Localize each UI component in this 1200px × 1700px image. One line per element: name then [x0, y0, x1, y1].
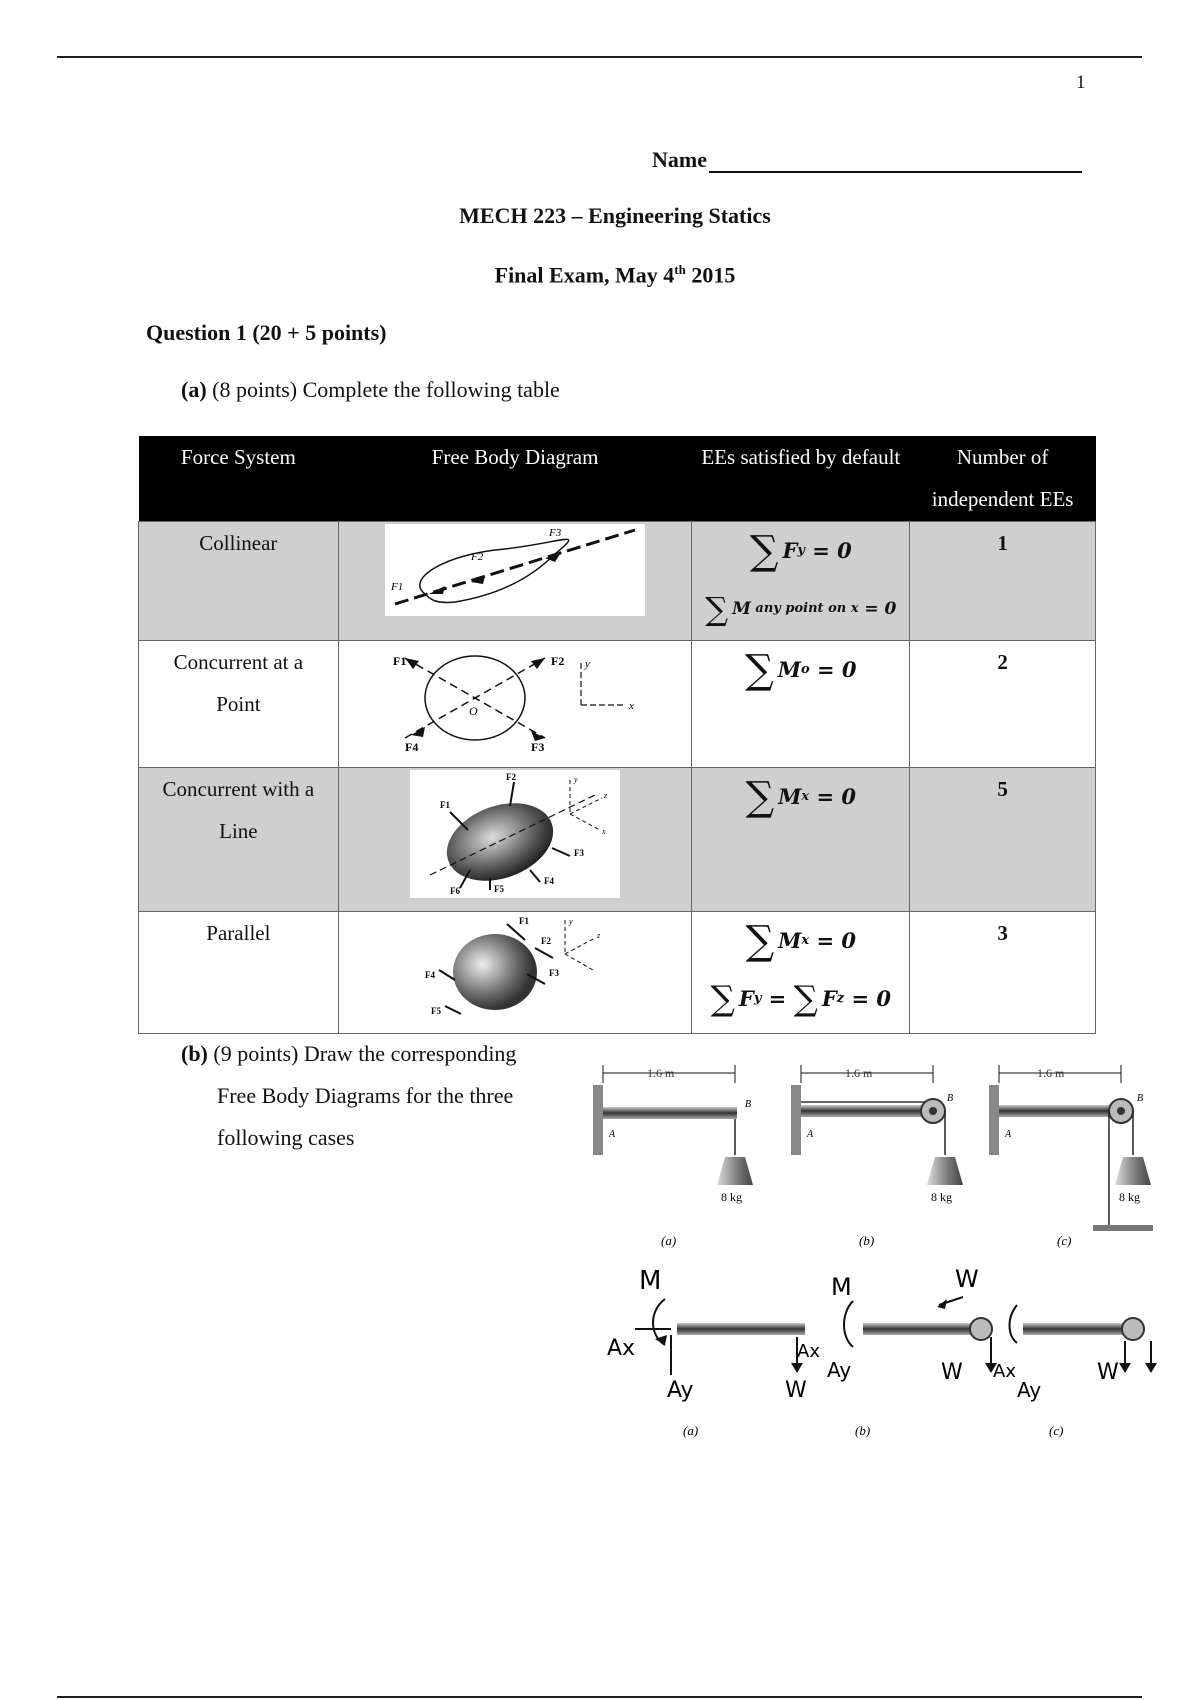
- concurrent-point-diagram: [385, 643, 645, 753]
- course-title: MECH 223 – Engineering Statics: [459, 203, 771, 228]
- eq-sum-fy: ∑ F y = 0: [749, 527, 852, 574]
- eq-sum-mx: ∑ M x = 0: [745, 773, 857, 820]
- ees-cell: [692, 521, 910, 640]
- moment-label-a: M: [639, 1266, 662, 1296]
- force-system-cell: Parallel: [139, 911, 339, 1033]
- w-label-c: W: [1097, 1360, 1119, 1385]
- label-f3: F3: [549, 967, 560, 978]
- part-b-label: (b): [181, 1041, 208, 1066]
- point-b-label-b: B: [947, 1093, 954, 1104]
- question-1b: [181, 1033, 561, 1159]
- ay-label-a: Ay: [667, 1378, 694, 1403]
- part-a-text: (8 points) Complete the following table: [206, 377, 560, 402]
- label-x: x: [629, 699, 634, 712]
- table-row: [139, 640, 1096, 767]
- label-y: y: [574, 774, 578, 784]
- fbd-cell: [338, 911, 692, 1033]
- table-row: [139, 521, 1096, 640]
- mass-label-c: 8 kg: [1119, 1190, 1140, 1204]
- dimension-label-b: 1.6 m: [845, 1066, 873, 1080]
- label-f2: F2: [506, 771, 517, 782]
- name-label: Name: [652, 147, 707, 172]
- count-cell: 3: [910, 911, 1096, 1033]
- label-f1: F1: [393, 653, 407, 668]
- label-f6: F6: [450, 885, 461, 896]
- label-y: y: [569, 916, 573, 926]
- label-f2: F2: [541, 935, 552, 946]
- ay-label-c: Ay: [1017, 1378, 1042, 1402]
- label-f3: F3: [574, 847, 585, 858]
- label-o: O: [469, 703, 478, 718]
- force-system-cell: Concurrent with a Line: [139, 767, 339, 911]
- ees-cell: [692, 767, 910, 911]
- table-row: [139, 911, 1096, 1033]
- exam-title-sup: th: [674, 262, 686, 277]
- ay-label-b: Ay: [827, 1358, 852, 1382]
- parallel-diagram: [415, 914, 615, 1024]
- label-f1: F1: [519, 915, 530, 926]
- dimension-label-a: 1.6 m: [647, 1066, 675, 1080]
- table-header-row: [139, 436, 1096, 521]
- label-z: z: [597, 930, 601, 940]
- fbd-caption-c: (c): [1049, 1423, 1064, 1438]
- label-f4: F4: [544, 875, 555, 886]
- point-a-label-b: A: [807, 1129, 814, 1140]
- caption-a: (a): [661, 1233, 677, 1248]
- case-b-figure: [791, 1065, 963, 1248]
- eq-sum-mo: ∑ M o = 0: [745, 646, 857, 693]
- label-x: x: [602, 826, 606, 836]
- exam-title-prefix: Final Exam, May 4: [494, 262, 675, 288]
- handwritten-fbd: [605, 1255, 1200, 1445]
- label-f1: F1: [391, 580, 404, 593]
- header-force-system: Force System: [139, 436, 339, 521]
- ax-label-c: Ax: [993, 1361, 1016, 1382]
- point-b-label-c: B: [1137, 1093, 1144, 1104]
- eq-sum-m-any: ∑ M any point on x = 0: [705, 589, 897, 628]
- case-c-figure: [989, 1065, 1153, 1248]
- label-f2: F2: [551, 653, 565, 668]
- label-f2: F2: [471, 550, 484, 563]
- ax-label-b: Ax: [797, 1341, 820, 1362]
- ees-cell: [692, 911, 910, 1033]
- ax-label-a: Ax: [607, 1336, 636, 1361]
- bottom-rule: [57, 1696, 1142, 1698]
- force-system-cell: Concurrent at a Point: [139, 640, 339, 767]
- fbd-cell: [338, 521, 692, 640]
- force-system-cell: Collinear: [139, 521, 339, 640]
- table-row: [139, 767, 1096, 911]
- label-f3: F3: [531, 739, 545, 753]
- dimension-label-c: 1.6 m: [1037, 1066, 1065, 1080]
- fbd-a: [607, 1266, 807, 1438]
- fbd-caption-b: (b): [855, 1423, 871, 1438]
- label-z: z: [604, 790, 608, 800]
- concurrent-line-diagram: [410, 770, 620, 898]
- exam-title-suffix: 2015: [685, 262, 736, 288]
- page-number: 1: [1076, 72, 1086, 93]
- label-f4: F4: [425, 969, 436, 980]
- collinear-diagram: [385, 524, 645, 616]
- w-label-a: W: [785, 1378, 807, 1403]
- count-cell: 1: [910, 521, 1096, 640]
- case-a-figure: [593, 1065, 753, 1248]
- ees-cell: [692, 640, 910, 767]
- question-1a: [181, 377, 560, 403]
- question-1-title: Question 1 (20 + 5 points): [146, 320, 387, 345]
- eq-sum-fy-fz: ∑ F y = ∑ F z = 0: [710, 978, 892, 1019]
- label-f3: F3: [549, 526, 562, 539]
- beam-cases-figure: [585, 1055, 1175, 1255]
- point-b-label-a: B: [745, 1099, 752, 1110]
- name-blank-line: [709, 147, 1082, 173]
- label-f1: F1: [440, 799, 451, 810]
- label-f5: F5: [431, 1005, 442, 1016]
- part-b-line3: following cases: [217, 1125, 355, 1150]
- fbd-cell: [338, 640, 692, 767]
- force-system-table: [138, 436, 1096, 1034]
- fbd-c: [993, 1305, 1157, 1438]
- exam-title: [0, 262, 1200, 288]
- fbd-b: [797, 1265, 997, 1438]
- part-b-line2: Free Body Diagrams for the three: [217, 1083, 514, 1108]
- point-a-label-c: A: [1005, 1129, 1012, 1140]
- fbd-caption-a: (a): [683, 1423, 699, 1438]
- name-field: [652, 147, 1082, 173]
- moment-label-b: M: [831, 1273, 852, 1301]
- w-label-b: W: [941, 1360, 963, 1385]
- label-f4: F4: [405, 739, 419, 753]
- part-b-line1: [181, 1041, 516, 1066]
- count-cell: 2: [910, 640, 1096, 767]
- mass-label-a: 8 kg: [721, 1190, 742, 1204]
- caption-c: (c): [1057, 1233, 1072, 1248]
- fbd-cell: [338, 767, 692, 911]
- label-y: y: [585, 657, 590, 670]
- header-independent-ees: Number of independent EEs: [910, 436, 1096, 521]
- mass-label-b: 8 kg: [931, 1190, 952, 1204]
- w-label-b-top: W: [955, 1265, 979, 1293]
- header-free-body-diagram: Free Body Diagram: [338, 436, 692, 521]
- part-a-label: (a): [181, 377, 207, 402]
- header-ees-default: EEs satisfied by default: [692, 436, 910, 521]
- part-b-line1-text: (9 points) Draw the corresponding: [207, 1041, 517, 1066]
- label-f5: F5: [494, 883, 505, 894]
- point-a-label-a: A: [609, 1129, 616, 1140]
- eq-sum-mx: ∑ M x = 0: [745, 917, 857, 964]
- caption-b: (b): [859, 1233, 875, 1248]
- top-rule: [57, 56, 1142, 58]
- count-cell: 5: [910, 767, 1096, 911]
